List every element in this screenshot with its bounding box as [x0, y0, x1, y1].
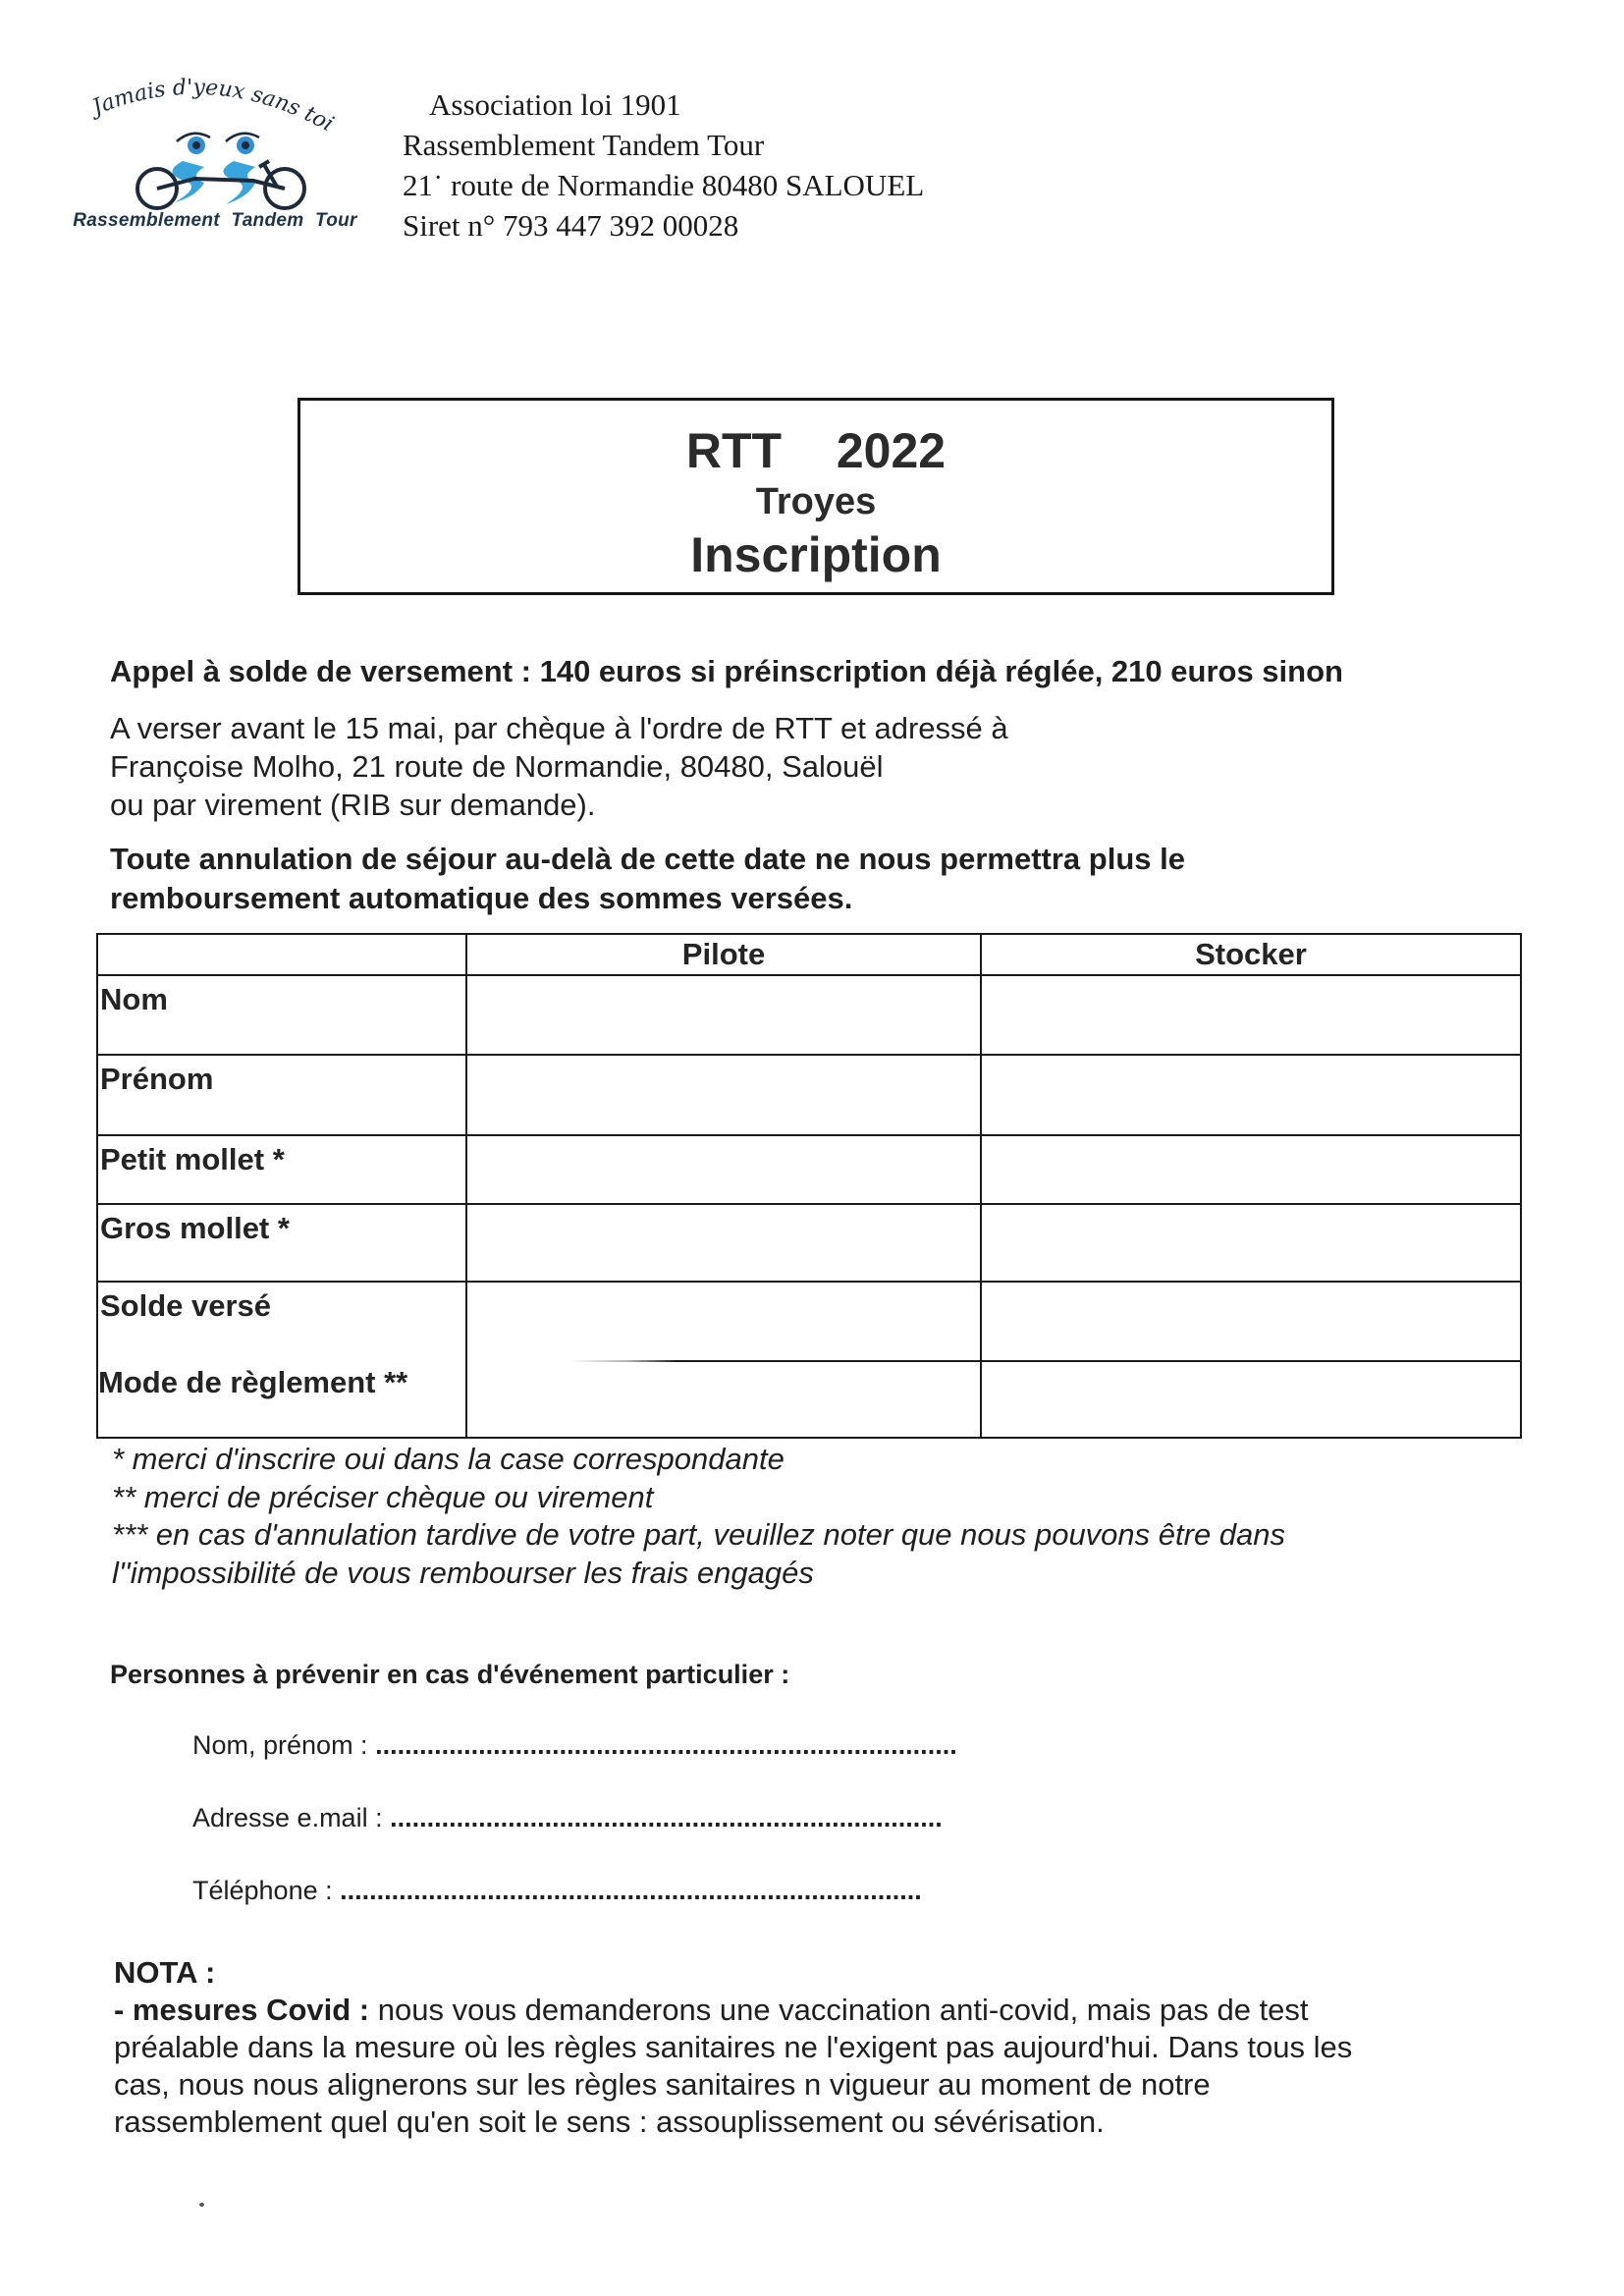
title-box [298, 398, 1334, 595]
payment-instructions [110, 709, 1008, 824]
contact-email-input[interactable]: ........................................................................... [390, 1803, 943, 1832]
pilote-nom-cell[interactable] [466, 975, 981, 1055]
payment-instruction-line: ou par virement (RIB sur demande). [110, 788, 596, 822]
table-row-nom [97, 975, 1521, 1055]
stocker-nom-cell[interactable] [981, 975, 1521, 1055]
association-type: Association loi 1901 [429, 87, 681, 122]
cancellation-line: Toute annulation de séjour au-delà de cette date ne nous permettra plus le [110, 842, 1185, 876]
footnote: *** en cas d'annulation tardive de votre part, veuillez noter que nous pouvons être dans [112, 1517, 1286, 1552]
pilote-solde-cell[interactable] [466, 1282, 981, 1359]
row-label-mode-reglement: Mode de règlement ** [98, 1365, 408, 1399]
footnote: ** merci de préciser chèque ou virement [112, 1479, 654, 1514]
contact-email-label: Adresse e.mail : [192, 1803, 383, 1832]
nota-line: préalable dans la mesure où les règles sanitaires ne l'exigent pas aujourd'hui. Dans tous les [114, 2030, 1353, 2064]
payment-instruction-line: Françoise Molho, 21 route de Normandie, 80480, Salouël [110, 749, 884, 784]
contact-phone-input[interactable]: ............................................................................... [340, 1876, 922, 1905]
footnote: * merci d'inscrire oui dans la case correspondante [112, 1442, 785, 1476]
nota-line: rassemblement quel qu'en soit le sens : assouplissement ou sévérisation. [114, 2105, 1105, 2139]
column-header-stocker: Stocker [981, 934, 1521, 975]
association-siret: Siret n° 793 447 392 00028 [403, 208, 739, 243]
column-header-pilote: Pilote [466, 934, 981, 975]
stocker-gros-mollet-cell[interactable] [981, 1204, 1521, 1282]
rider-figure-right [223, 161, 255, 204]
cancellation-line: remboursement automatique des sommes versées. [110, 881, 853, 915]
stocker-mode-cell[interactable] [981, 1360, 1521, 1438]
association-logo [67, 65, 357, 251]
covid-label: - mesures Covid : [114, 1993, 370, 2027]
nota-line [114, 1992, 1352, 2029]
association-name: Rassemblement Tandem Tour [403, 128, 765, 162]
nota-line: cas, nous nous alignerons sur les règles sanitaires n vigueur au moment de notre [114, 2067, 1211, 2102]
pilote-gros-mollet-cell[interactable] [466, 1204, 981, 1282]
bicycle-icon [137, 161, 304, 208]
nota-section [114, 1954, 1352, 2141]
row-label: Solde versé [97, 1282, 466, 1438]
row-divider [569, 1360, 1520, 1362]
contact-name-input[interactable]: ............................................................................... [375, 1730, 957, 1760]
association-street: 21˙ route de Normandie 80480 SALOUEL [403, 168, 925, 202]
footnote: l''impossibilité de vous rembourser les frais engagés [112, 1555, 814, 1590]
table-header-row [97, 934, 1521, 975]
form-subtitle: Inscription [690, 527, 942, 582]
table-row-petit-mollet [97, 1135, 1521, 1204]
contact-phone-field[interactable] [192, 1876, 922, 1906]
row-label: Prénom [97, 1055, 466, 1134]
pilote-prenom-cell[interactable] [466, 1055, 981, 1134]
logo-arc-text: Jamais d'yeux sans toi [88, 75, 338, 137]
scan-speck [199, 2203, 204, 2207]
stocker-prenom-cell[interactable] [981, 1055, 1521, 1134]
contact-name-label: Nom, prénom : [192, 1730, 368, 1760]
emergency-contacts-heading: Personnes à prévenir en cas d'événement particulier : [110, 1660, 790, 1689]
column-header-label [97, 934, 466, 975]
association-address [403, 84, 924, 246]
stocker-petit-mollet-cell[interactable] [981, 1135, 1521, 1204]
row-label: Petit mollet * [97, 1135, 466, 1204]
footnotes [112, 1441, 1285, 1592]
table-row-gros-mollet [97, 1204, 1521, 1282]
cancellation-warning [110, 840, 1185, 918]
row-label: Gros mollet * [97, 1204, 466, 1282]
contact-email-field[interactable] [192, 1803, 943, 1833]
registration-table [96, 933, 1522, 1439]
logo-caption: Rassemblement Tandem Tour [73, 210, 357, 231]
event-city: Troyes [755, 481, 877, 522]
table-row-solde-verse [97, 1282, 1521, 1359]
pilote-mode-cell[interactable] [466, 1360, 981, 1438]
pilote-petit-mollet-cell[interactable] [466, 1135, 981, 1204]
stocker-solde-cell[interactable] [981, 1282, 1521, 1359]
contact-name-field[interactable] [192, 1730, 957, 1761]
nota-text: nous vous demanderons une vaccination anti-covid, mais pas de test [369, 1993, 1309, 2027]
nota-title: NOTA : [114, 1955, 216, 1990]
payment-call: Appel à solde de versement : 140 euros si préinscription déjà réglée, 210 euros sinon [110, 654, 1343, 688]
event-title: RTT 2022 [685, 423, 947, 478]
eye-icon-right [226, 134, 259, 154]
contact-phone-label: Téléphone : [192, 1876, 333, 1905]
eye-icon-left [177, 134, 210, 154]
row-label: Nom [97, 975, 466, 1055]
payment-instruction-line: A verser avant le 15 mai, par chèque à l'ordre de RTT et adressé à [110, 711, 1008, 745]
table-row-prenom [97, 1055, 1521, 1134]
